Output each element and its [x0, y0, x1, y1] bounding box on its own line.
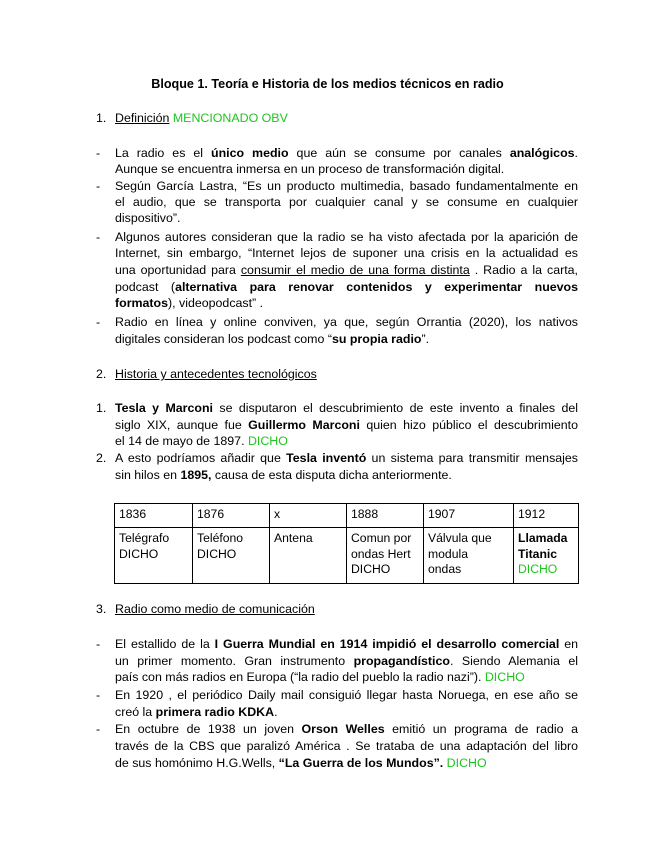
paragraph-line: través de la CBS que paralizó América . Se trataba de una adaptación del libro — [115, 739, 578, 753]
table-cell: x — [270, 504, 347, 528]
section-heading-text: Definición — [115, 111, 170, 125]
paragraph-line: de sus homónimo H.G.Wells, “La Guerra de los Mundos”. DICHO — [115, 756, 487, 770]
paragraph-line: dispositivo”. — [115, 211, 181, 225]
paragraph-line: creó la primera radio KDKA. — [115, 705, 278, 719]
section-heading-comunicacion: Radio como medio de comunicación — [115, 602, 315, 616]
paragraph-line: A esto podríamos añadir que Tesla inventó un sistema para transmitir mensajes — [115, 451, 578, 465]
paragraph-line: el audio, que se transporta por cualquier canal y se consume en cualquier — [115, 195, 578, 209]
paragraph-line: siglo XIX, aunque fue Guillermo Marconi quien hizo público el descubrimiento — [115, 418, 578, 432]
table-cell: 1912 — [514, 504, 579, 528]
paragraph-line: Radio en línea y online conviven, ya que, según Orrantia (2020), los nativos — [115, 315, 578, 329]
section-heading-historia: Historia y antecedentes tecnológicos — [115, 367, 317, 381]
table-cell: 1836 — [115, 504, 193, 528]
paragraph-line: Algunos autores consideran que la radio se ha visto afectada por la aparición de — [115, 230, 578, 244]
timeline-table — [114, 503, 579, 584]
bullet-marker: - — [96, 146, 101, 160]
bullet-marker: - — [96, 179, 101, 193]
paragraph-line: sin hilos en 1895, causa de esta disputa dicha anteriormente. — [115, 468, 452, 482]
paragraph-line: una oportunidad para consumir el medio de una forma distinta . Radio a la carta, — [115, 263, 578, 277]
list-number: 1. — [96, 401, 107, 415]
table-header-row — [115, 504, 579, 528]
bullet-marker: - — [96, 722, 101, 736]
table-cell: Antena — [270, 528, 347, 584]
table-cell: 1888 — [347, 504, 424, 528]
table-cell: Teléfono DICHO — [193, 528, 270, 584]
paragraph-line: El estallido de la I Guerra Mundial en 1914 impidió el desarrollo comercial en — [115, 637, 578, 651]
bullet-marker: - — [96, 637, 101, 651]
paragraph-line: un primer momento. Gran instrumento propagandístico. Siendo Alemania el — [115, 654, 578, 668]
section-number: 3. — [96, 602, 107, 616]
paragraph-line: podcast (alternativa para renovar contenidos y experimentar nuevos — [115, 280, 579, 294]
section-number: 2. — [96, 367, 107, 381]
paragraph-line: En octubre de 1938 un joven Orson Welles emitió un programa de radio a — [115, 722, 578, 736]
paragraph-line: Aunque se encuentra inmersa en un proceso de transformación digital. — [115, 162, 505, 176]
list-number: 2. — [96, 451, 107, 465]
table-cell: Telégrafo DICHO — [115, 528, 193, 584]
bullet-marker: - — [96, 688, 101, 702]
paragraph-line: La radio es el único medio que aún se consume por canales analógicos. — [115, 146, 578, 160]
paragraph-line: En 1920 , el periódico Daily mail consiguió llegar hasta Noruega, en ese año se — [115, 688, 578, 702]
highlight-note: MENCIONADO OBV — [169, 111, 288, 125]
table-cell: Llamada Titanic DICHO — [514, 528, 579, 584]
section-number: 1. — [96, 111, 107, 125]
section-heading-definicion — [115, 110, 578, 127]
table-cell: Comun por ondas Hert DICHO — [347, 528, 424, 584]
paragraph-line: país con más radios en Europa (“la radio del pueblo la radio nazi”). DICHO — [115, 670, 525, 684]
bullet-marker: - — [96, 230, 101, 244]
table-cell: 1907 — [424, 504, 514, 528]
paragraph-line: Tesla y Marconi se disputaron el descubrimiento de este invento a finales del — [115, 401, 578, 415]
paragraph-line: el 14 de mayo de 1897. DICHO — [115, 434, 288, 448]
table-cell: Válvula que modula ondas — [424, 528, 514, 584]
paragraph-line: digitales consideran los podcast como “su propia radio”. — [115, 332, 430, 346]
paragraph-line: Según García Lastra, “Es un producto multimedia, basado fundamentalmente en — [115, 179, 578, 193]
paragraph-line: formatos), videopodcast” . — [115, 296, 264, 310]
paragraph-line: Internet, sin embargo, “Internet lejos de suponer una crisis en la actualidad es — [115, 246, 578, 260]
table-cell: 1876 — [193, 504, 270, 528]
table-row — [115, 528, 579, 584]
document-title: Bloque 1. Teoría e Historia de los medios técnicos en radio — [151, 77, 504, 91]
bullet-marker: - — [96, 315, 101, 329]
